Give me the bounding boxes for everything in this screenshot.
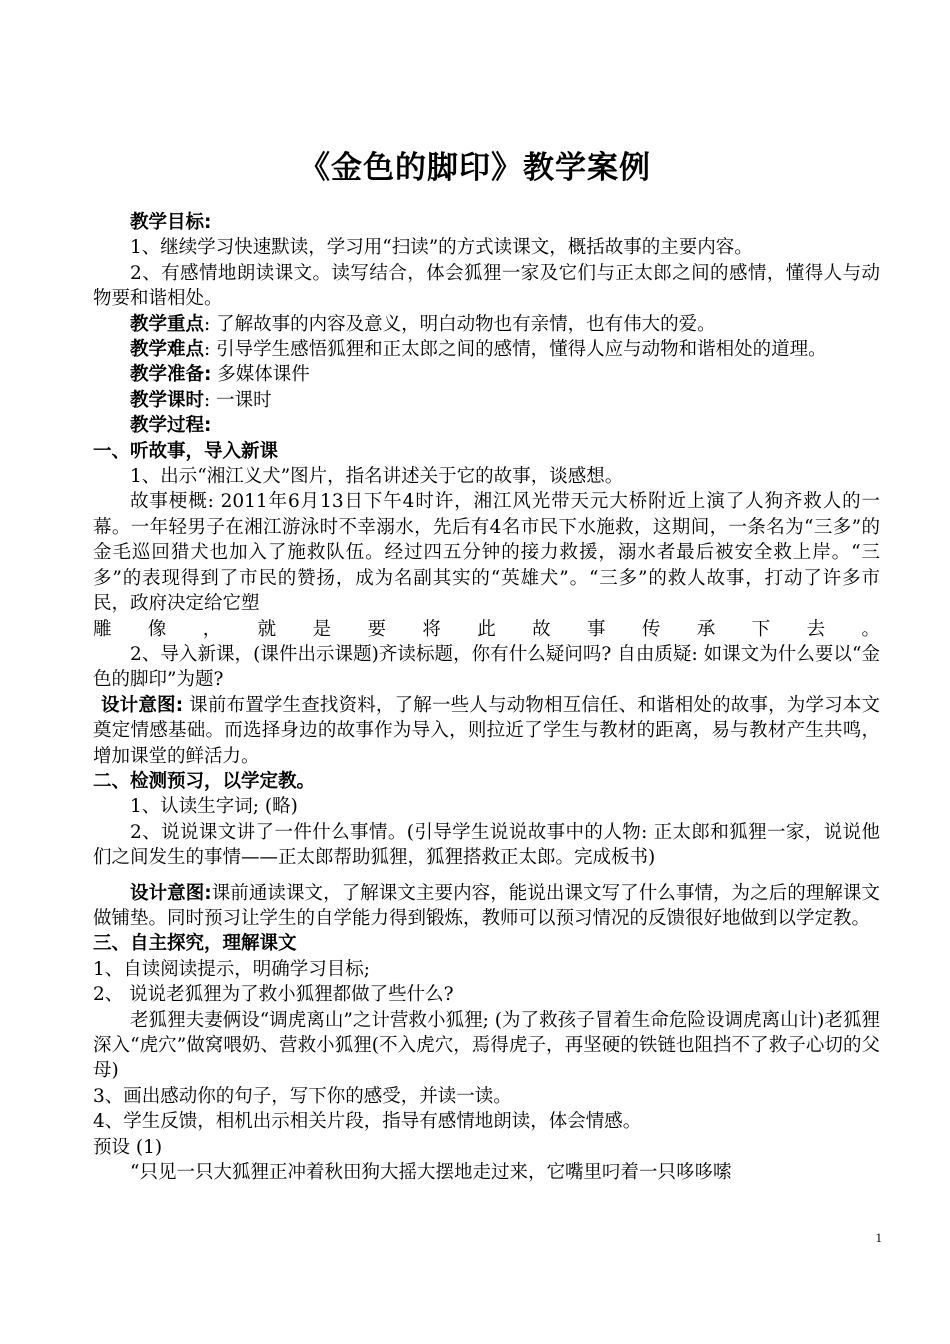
section3-quote: “只见一只大狐狸正冲着秋田狗大摇大摆地走过来，它嘴里叼着一只哆哆嗦 bbox=[130, 1162, 732, 1184]
process-label: 教学过程: bbox=[130, 415, 212, 437]
section1-paragraph: 2、导入新课，(课件出示课题)齐读标题，你有什么疑问吗? 自由质疑: 如课文为什么要以“金色的脚印”为题? bbox=[93, 643, 880, 691]
section1-paragraph: 1、出示“湘江义犬”图片，指名讲述关于它的故事，谈感想。 bbox=[130, 466, 624, 488]
section3-paragraph: 2、 说说老狐狸为了救小狐狸都做了些什么? bbox=[93, 984, 454, 1006]
section3-paragraph: 1、自读阅读提示，明确学习目标; bbox=[93, 958, 371, 980]
page-number: 1 bbox=[875, 1230, 882, 1245]
duration-line: 教学课时: 一课时 bbox=[130, 389, 272, 411]
objectives-label: 教学目标: bbox=[130, 212, 212, 233]
difficulty-line: 教学难点: 引导学生感悟狐狸和正太郎之间的感情，懂得人应与动物和谐相处的道理。 bbox=[130, 339, 827, 361]
section3-heading: 三、自主探究，理解课文 bbox=[93, 933, 297, 955]
section3-paragraph: 4、学生反馈，相机出示相关片段，指导有感情地朗读，体会情感。 bbox=[93, 1111, 642, 1133]
preparation-line: 教学准备: 多媒体课件 bbox=[130, 364, 310, 386]
design-intent: 设计意图: 课前布置学生查找资料，了解一些人与动物相互信任、和谐相处的故事，为学习本文奠定情感基础。而选择身边的故事作为导入，则拉近了学生与教材的距离，易与教材产生共鸣，增加课堂的鲜活力。 bbox=[93, 694, 880, 767]
section3-paragraph: 预设 (1) bbox=[93, 1136, 163, 1158]
objective-item: 1、继续学习快速默读，学习用“扫读”的方式读课文，概括故事的主要内容。 bbox=[130, 237, 753, 259]
objective-item: 2、有感情地朗读课文。读写结合，体会狐狸一家及它们与正太郎之间的感情，懂得人与动物要和谐相处。 bbox=[93, 262, 880, 310]
section3-paragraph: 老狐狸夫妻俩设“调虎离山”之计营救小狐狸; (为了救孩子冒着生命危险设调虎离山计)老狐狸深入“虎穴”做窝喂奶、营救小狐狸(不入虎穴，焉得虎子，再坚硬的铁链也阻挡不了救子心切的父母) bbox=[93, 1009, 880, 1082]
story-summary: 故事梗概: 2011年6月13日下午4时许，湘江风光带天元大桥附近上演了人狗齐救人的一幕。一年轻男子在湘江游泳时不幸溺水，先后有4名市民下水施救，这期间，一条名为“三多”的金毛巡回猎犬也加入了施救队伍。经过四五分钟的接力救援，溺水者最后被安全救上岸。“三多”的表现得到了市民的赞扬，成为名副其实的“英雄犬”。“三多”的救人故事，打动了许多市民，政府决定给它塑 bbox=[93, 491, 880, 615]
document-body bbox=[93, 210, 880, 1185]
section2-heading: 二、检测预习，以学定教。 bbox=[93, 770, 316, 792]
section2-paragraph: 2、说说课文讲了一件什么事情。(引导学生说说故事中的人物: 正太郎和狐狸一家，说说他们之间发生的事情——正太郎帮助狐狸，狐狸搭救正太郎。完成板书) bbox=[93, 821, 880, 869]
section2-paragraph: 1、认读生字词; (略) bbox=[130, 796, 298, 818]
story-summary-last-line: 雕像，就是要将此故事传承下去。 bbox=[93, 618, 880, 640]
document-title: 《金色的脚印》教学案例 bbox=[299, 150, 651, 186]
section3-paragraph: 3、画出感动你的句子，写下你的感受，并读一读。 bbox=[93, 1085, 512, 1107]
key-point-line: 教学重点: 了解故事的内容及意义，明白动物也有亲情，也有伟大的爱。 bbox=[130, 313, 716, 335]
design-intent: 设计意图:课前通读课文，了解课文主要内容，能说出课文写了什么事情，为之后的理解课文做铺垫。同时预习让学生的自学能力得到锻炼，教师可以预习情况的反馈很好地做到以学定教。 bbox=[93, 882, 880, 929]
section1-heading: 一、听故事，导入新课 bbox=[93, 440, 279, 462]
